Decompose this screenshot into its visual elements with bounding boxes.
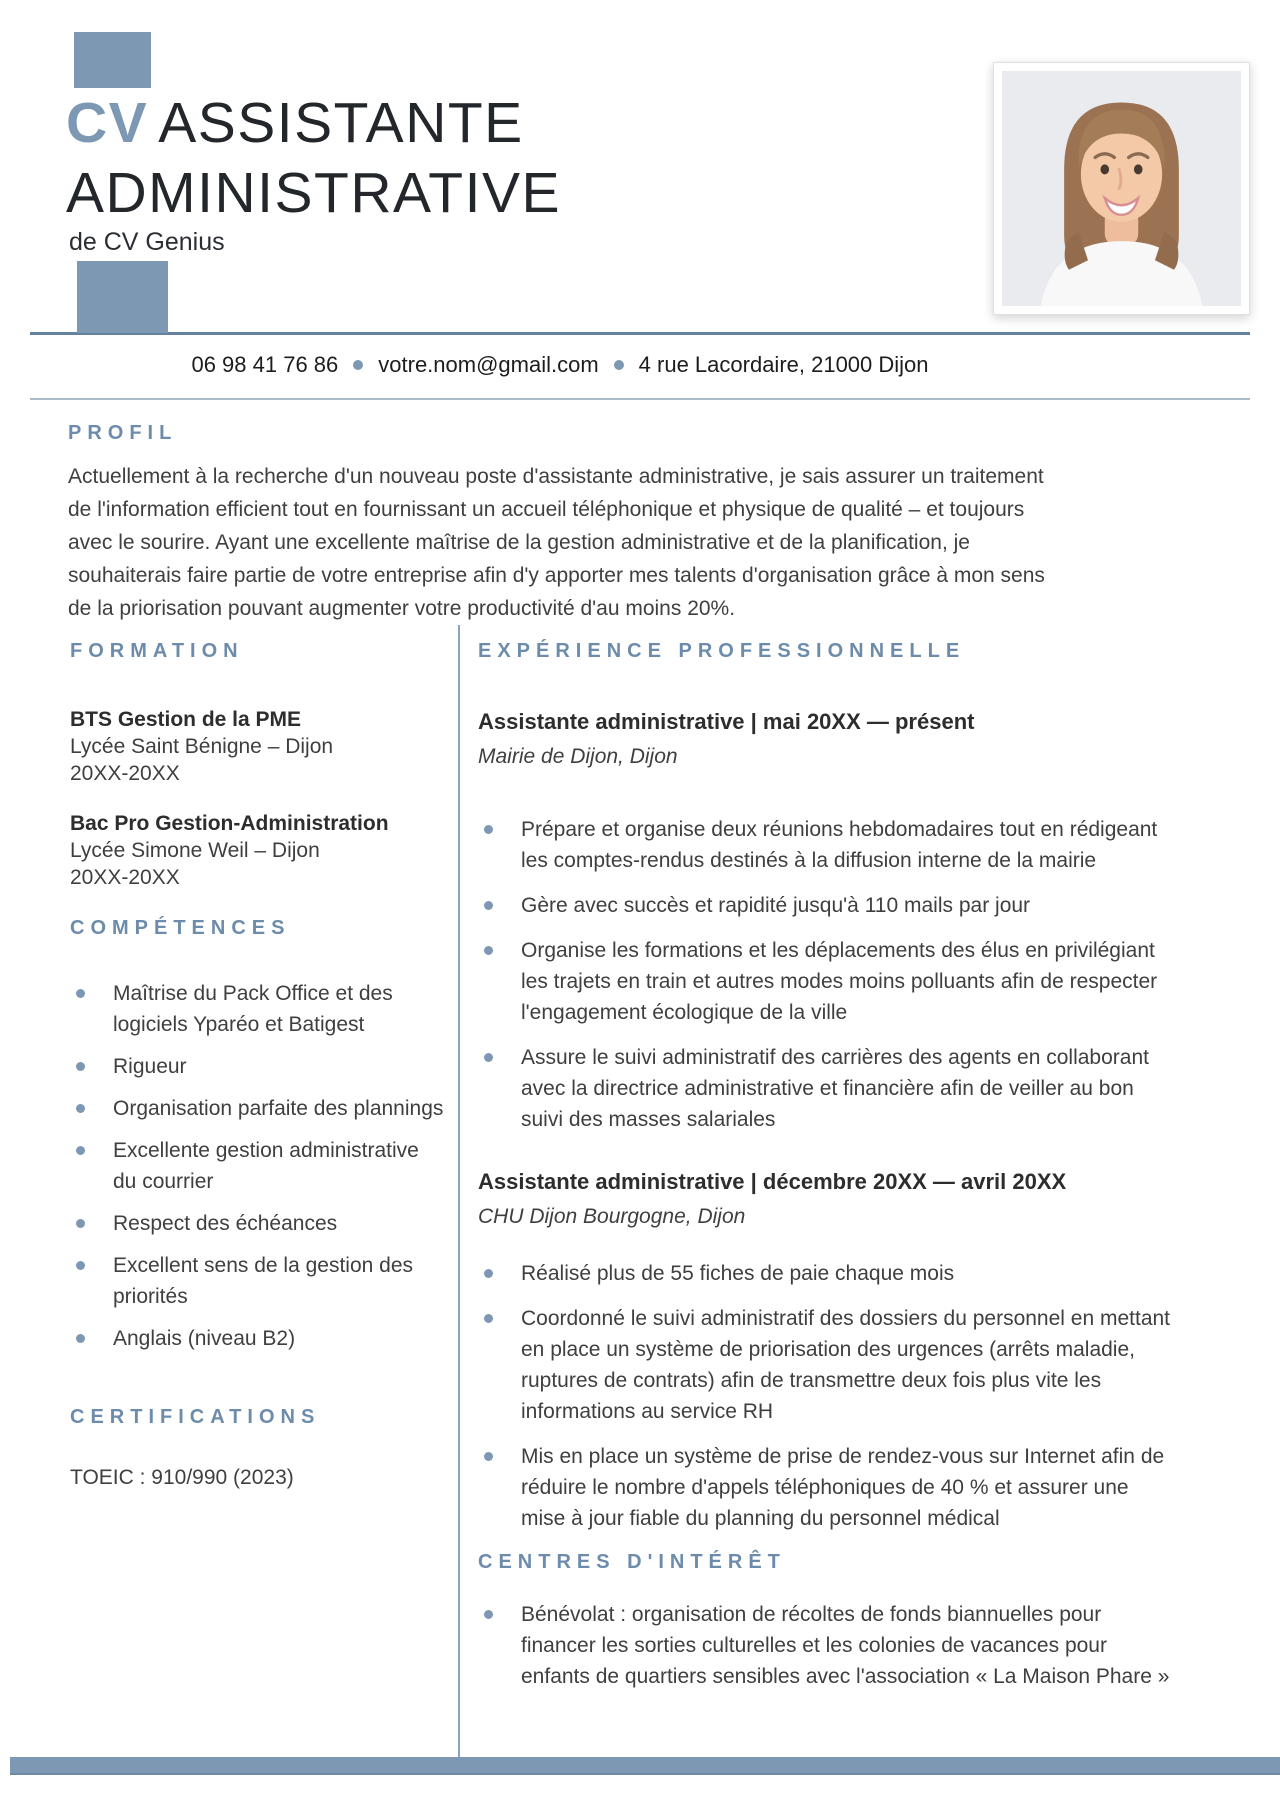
list-item xyxy=(70,1135,445,1197)
list-item xyxy=(70,1323,445,1354)
title-line1-text: ASSISTANTE xyxy=(158,91,524,155)
list-item xyxy=(478,935,1178,1028)
separator-dot xyxy=(353,360,363,370)
job-company: Mairie de Dijon, Dijon xyxy=(478,745,678,768)
list-item-text: Coordonné le suivi administratif des dossiers du personnel en mettant en place un système de priorisation des urgences (arrêts maladie, ruptures de contrats) afin de transmettre deux fois plus vite les informations au service RH xyxy=(521,1307,1171,1423)
bullet-dot xyxy=(76,1261,85,1270)
list-item xyxy=(70,978,445,1040)
list-item xyxy=(478,1303,1178,1427)
list-item xyxy=(70,1208,445,1239)
interets-list xyxy=(478,1599,1178,1707)
certifications-heading: CERTIFICATIONS xyxy=(70,1406,321,1428)
footer-bar xyxy=(10,1757,1280,1775)
list-item xyxy=(478,1042,1178,1135)
list-item-text: Organisation parfaite des plannings xyxy=(113,1097,444,1120)
list-item-text: Réalisé plus de 55 fiches de paie chaque mois xyxy=(521,1262,955,1285)
bullet-dot xyxy=(76,1062,85,1071)
right-column xyxy=(478,638,1178,1707)
bullet-dot xyxy=(484,1053,493,1062)
education-item xyxy=(70,706,448,787)
bullet-dot xyxy=(76,1219,85,1228)
formation-heading: FORMATION xyxy=(70,640,244,662)
page-title-line1 xyxy=(66,88,561,158)
list-item-text: Anglais (niveau B2) xyxy=(113,1327,296,1350)
page-title xyxy=(66,88,561,228)
list-item-text: Prépare et organise deux réunions hebdomadaires tout en rédigeant les comptes-rendus destinés à la diffusion interne de la mairie xyxy=(521,818,1158,872)
experience-heading: EXPÉRIENCE PROFESSIONNELLE xyxy=(478,640,966,662)
list-item-text: Maîtrise du Pack Office et des logiciels Yparéo et Batigest xyxy=(113,982,393,1036)
decor-square-top xyxy=(74,32,151,88)
job-title: Assistante administrative | décembre 20XX — avril 20XX xyxy=(478,1169,1067,1194)
bullet-dot xyxy=(484,825,493,834)
certification-text: TOEIC : 910/990 (2023) xyxy=(70,1466,294,1489)
contact-address: 4 rue Lacordaire, 21000 Dijon xyxy=(638,352,929,377)
bullet-dot xyxy=(484,946,493,955)
list-item xyxy=(70,1051,445,1082)
education-degree: Bac Pro Gestion-Administration xyxy=(70,812,389,835)
job-bullets xyxy=(478,1258,1178,1549)
contact-bar xyxy=(30,352,1090,378)
bullet-dot xyxy=(484,901,493,910)
page-title-line2: ADMINISTRATIVE xyxy=(66,161,561,225)
bullet-dot xyxy=(76,989,85,998)
decor-square-bottom xyxy=(77,261,168,333)
job-company: CHU Dijon Bourgogne, Dijon xyxy=(478,1205,746,1228)
bullet-dot xyxy=(76,1146,85,1155)
profil-text: Actuellement à la recherche d'un nouveau poste d'assistante administrative, je sais assurer un traitement de l'information efficient tout en fournissant un accueil téléphonique et physique de qualité – et toujours avec le sourire. Ayant une excellente maîtrise de la gestion administrative et de la planification, je souhaiterais faire partie de votre entreprise afin d'y apporter mes talents d'organisation grâce à mon sens de la priorisation pouvant augmenter votre productivité d'au moins 20%. xyxy=(68,465,1045,620)
job-bullets xyxy=(478,814,1178,1150)
list-item-text: Gère avec succès et rapidité jusqu'à 110 mails par jour xyxy=(521,894,1031,917)
education-years: 20XX-20XX xyxy=(70,866,180,889)
education-degree: BTS Gestion de la PME xyxy=(70,708,302,731)
list-item-text: Mis en place un système de prise de rendez-vous sur Internet afin de réduire le nombre d'appels téléphoniques de 40 % et assurer une mise à jour fiable du planning du personnel médical xyxy=(521,1445,1165,1530)
left-column xyxy=(70,638,448,1490)
education-school: Lycée Saint Bénigne – Dijon xyxy=(70,735,334,758)
profile-photo xyxy=(993,62,1250,315)
bullet-dot xyxy=(76,1334,85,1343)
list-item xyxy=(478,814,1178,876)
title-accent: CV xyxy=(66,91,149,155)
list-item-text: Excellent sens de la gestion des priorités xyxy=(113,1254,414,1308)
contact-phone: 06 98 41 76 86 xyxy=(191,352,339,377)
list-item xyxy=(70,1093,445,1124)
list-item xyxy=(478,1258,1178,1289)
section-profil xyxy=(68,420,1053,625)
contact-email: votre.nom@gmail.com xyxy=(378,352,599,377)
interets-heading: CENTRES D'INTÉRÊT xyxy=(478,1551,786,1573)
competences-list xyxy=(70,978,448,1366)
profil-heading: PROFIL xyxy=(68,422,178,444)
header-rule-top xyxy=(30,332,1250,335)
list-item-text: Rigueur xyxy=(113,1055,187,1078)
education-years: 20XX-20XX xyxy=(70,762,180,785)
job-title: Assistante administrative | mai 20XX — présent xyxy=(478,709,975,734)
list-item-text: Organise les formations et les déplacements des élus en privilégiant les trajets en train et autres modes moins polluants afin de respecter l'engagement écologique de la ville xyxy=(521,939,1158,1024)
list-item xyxy=(478,1599,1178,1692)
column-divider xyxy=(458,625,460,1758)
list-item-text: Bénévolat : organisation de récoltes de fonds biannuelles pour financer les sorties culturelles et les colonies de vacances pour enfants de quartiers sensibles avec l'association « La Maison Phare » xyxy=(521,1603,1170,1688)
portrait-illustration xyxy=(1002,71,1241,306)
education-item xyxy=(70,810,448,891)
page-subtitle: de CV Genius xyxy=(69,228,225,256)
list-item xyxy=(70,1250,445,1312)
bullet-dot xyxy=(484,1314,493,1323)
list-item-text: Excellente gestion administrative du courrier xyxy=(113,1139,419,1193)
list-item-text: Respect des échéances xyxy=(113,1212,338,1235)
separator-dot xyxy=(614,360,624,370)
header-rule-bottom xyxy=(30,398,1250,400)
competences-heading: COMPÉTENCES xyxy=(70,917,291,939)
list-item xyxy=(478,890,1178,921)
list-item-text: Assure le suivi administratif des carrières des agents en collaborant avec la directrice administrative et financière afin de veiller au bon suivi des masses salariales xyxy=(521,1046,1149,1131)
bullet-dot xyxy=(76,1104,85,1113)
list-item xyxy=(478,1441,1178,1534)
bullet-dot xyxy=(484,1452,493,1461)
bullet-dot xyxy=(484,1610,493,1619)
education-school: Lycée Simone Weil – Dijon xyxy=(70,839,320,862)
bullet-dot xyxy=(484,1269,493,1278)
